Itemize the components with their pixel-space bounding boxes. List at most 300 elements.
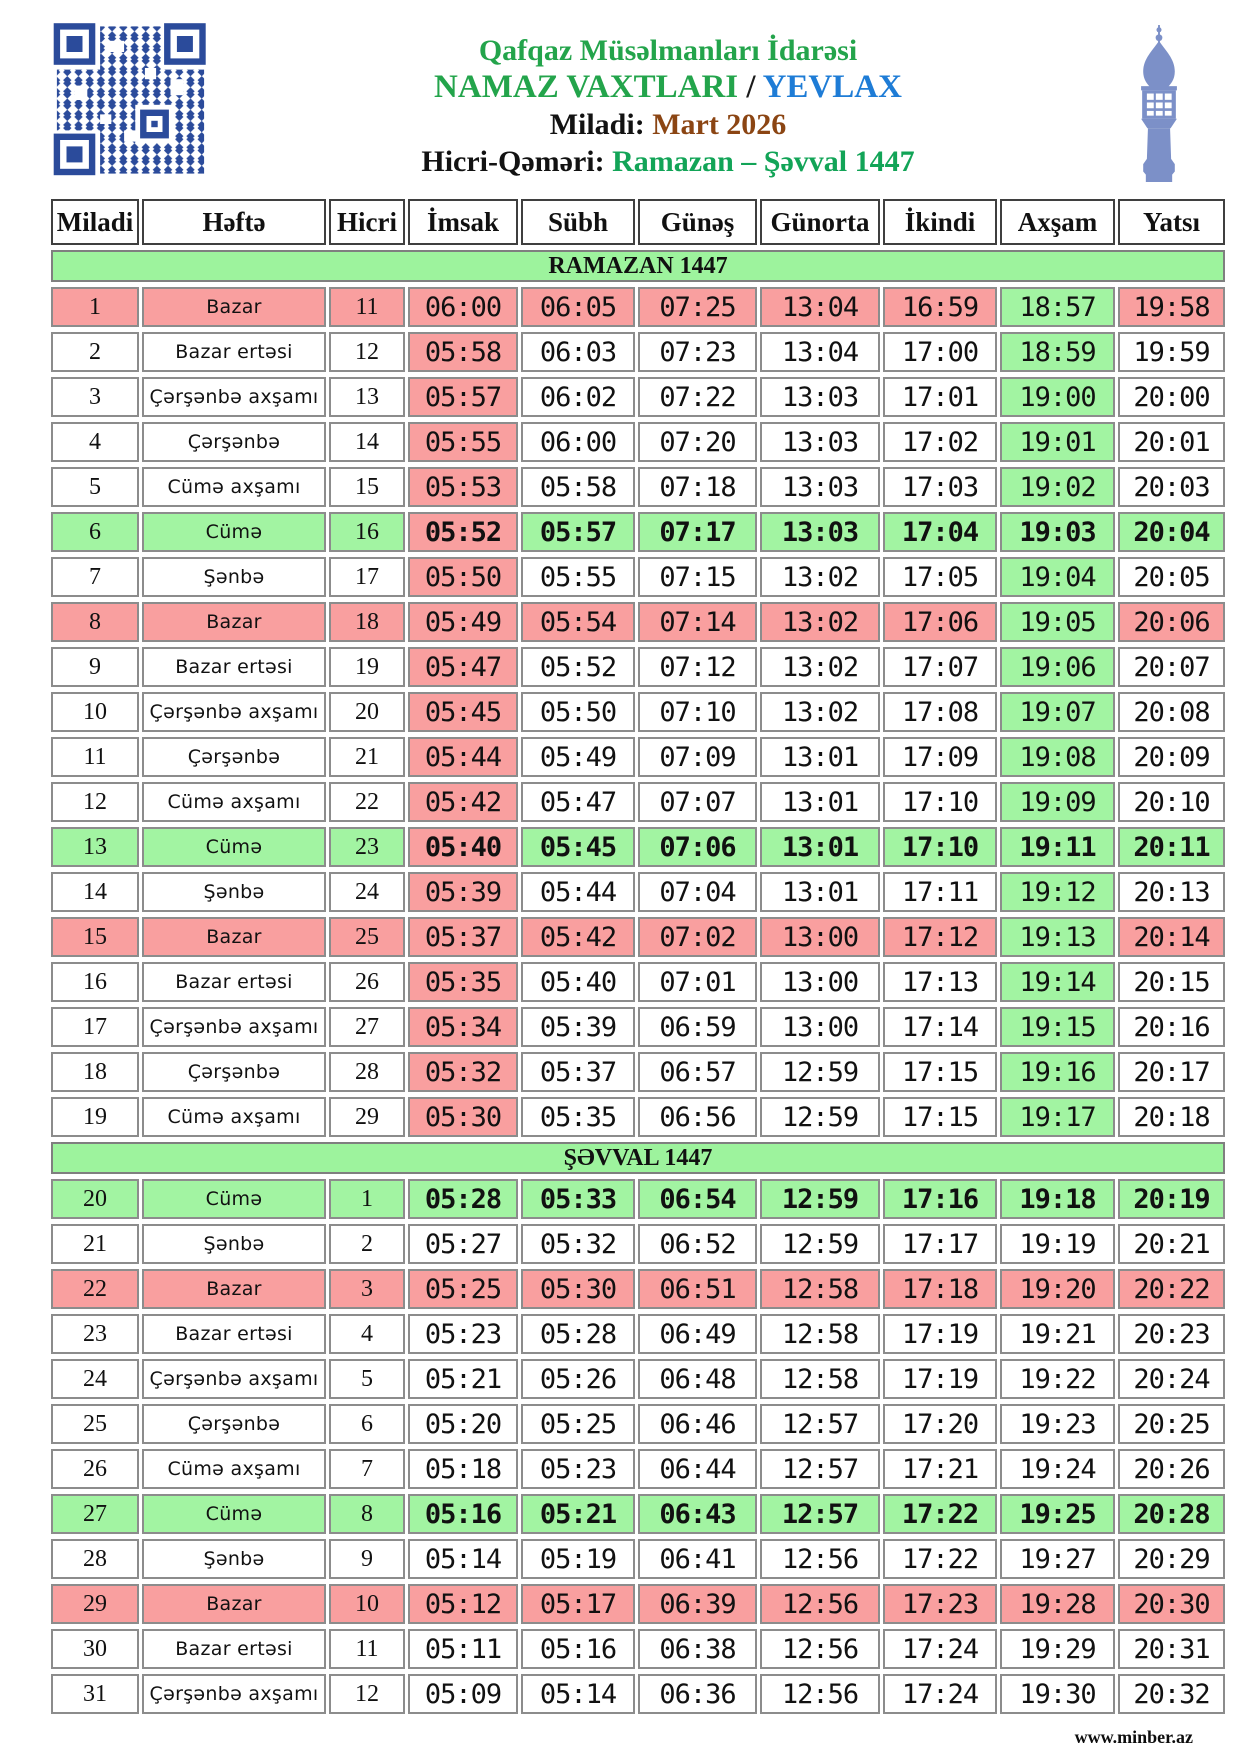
cell-axsam: 19:14 — [1000, 962, 1115, 1002]
cell-gunes: 06:39 — [638, 1584, 757, 1624]
cell-gunorta: 13:02 — [760, 692, 880, 732]
hicri-label: Hicri-Qəməri: — [421, 145, 605, 178]
cell-ikindi: 17:22 — [883, 1494, 997, 1534]
cell-ikindi: 17:14 — [883, 1007, 997, 1047]
cell-yatsi: 20:04 — [1118, 512, 1225, 552]
table-row — [51, 917, 1225, 957]
cell-subh: 05:44 — [521, 872, 635, 912]
cell-miladi: 15 — [51, 917, 139, 957]
cell-hicri: 6 — [329, 1404, 405, 1444]
table-row — [51, 512, 1225, 552]
cell-miladi: 9 — [51, 647, 139, 687]
cell-axsam: 18:59 — [1000, 332, 1115, 372]
cell-hicri: 8 — [329, 1494, 405, 1534]
cell-imsak: 05:16 — [408, 1494, 518, 1534]
table-row — [51, 1494, 1225, 1534]
cell-ikindi: 17:12 — [883, 917, 997, 957]
cell-ikindi: 17:02 — [883, 422, 997, 462]
cell-gunorta: 12:59 — [760, 1224, 880, 1264]
col-header-axsam: Axşam — [1000, 199, 1115, 245]
cell-axsam: 19:23 — [1000, 1404, 1115, 1444]
cell-subh: 05:50 — [521, 692, 635, 732]
cell-imsak: 05:14 — [408, 1539, 518, 1579]
cell-miladi: 22 — [51, 1269, 139, 1309]
cell-hefte: Cümə — [142, 1179, 326, 1219]
cell-subh: 05:26 — [521, 1359, 635, 1399]
cell-hicri: 12 — [329, 332, 405, 372]
cell-hicri: 17 — [329, 557, 405, 597]
cell-axsam: 19:20 — [1000, 1269, 1115, 1309]
cell-hefte: Bazar ertəsi — [142, 647, 326, 687]
cell-gunorta: 12:57 — [760, 1449, 880, 1489]
table-row — [51, 1179, 1225, 1219]
cell-gunes: 07:18 — [638, 467, 757, 507]
cell-yatsi: 20:03 — [1118, 467, 1225, 507]
section-header-title: ŞƏVVAL 1447 — [51, 1142, 1225, 1174]
cell-ikindi: 17:19 — [883, 1314, 997, 1354]
cell-hicri: 28 — [329, 1052, 405, 1092]
cell-miladi: 23 — [51, 1314, 139, 1354]
table-row — [51, 1052, 1225, 1092]
cell-axsam: 19:07 — [1000, 692, 1115, 732]
table-row — [51, 1269, 1225, 1309]
cell-gunes: 07:23 — [638, 332, 757, 372]
cell-ikindi: 17:24 — [883, 1674, 997, 1714]
cell-gunes: 06:48 — [638, 1359, 757, 1399]
cell-imsak: 05:58 — [408, 332, 518, 372]
cell-imsak: 05:50 — [408, 557, 518, 597]
cell-miladi: 29 — [51, 1584, 139, 1624]
cell-gunorta: 13:00 — [760, 1007, 880, 1047]
col-header-miladi: Miladi — [51, 199, 139, 245]
cell-miladi: 17 — [51, 1007, 139, 1047]
cell-hicri: 12 — [329, 1674, 405, 1714]
table-row — [51, 647, 1225, 687]
table-row — [51, 557, 1225, 597]
cell-miladi: 4 — [51, 422, 139, 462]
cell-ikindi: 17:06 — [883, 602, 997, 642]
table-row — [51, 872, 1225, 912]
cell-yatsi: 20:18 — [1118, 1097, 1225, 1137]
cell-ikindi: 17:10 — [883, 827, 997, 867]
cell-gunes: 06:52 — [638, 1224, 757, 1264]
cell-gunes: 07:07 — [638, 782, 757, 822]
hicri-line — [213, 143, 1123, 180]
cell-gunes: 07:14 — [638, 602, 757, 642]
cell-subh: 05:52 — [521, 647, 635, 687]
miladi-label: Miladi: — [549, 108, 645, 141]
cell-gunorta: 13:01 — [760, 737, 880, 777]
cell-hicri: 20 — [329, 692, 405, 732]
cell-gunorta: 12:59 — [760, 1052, 880, 1092]
cell-yatsi: 20:14 — [1118, 917, 1225, 957]
cell-hefte: Cümə — [142, 827, 326, 867]
col-header-imsak: İmsak — [408, 199, 518, 245]
cell-gunorta: 13:02 — [760, 647, 880, 687]
cell-ikindi: 17:15 — [883, 1097, 997, 1137]
cell-ikindi: 17:23 — [883, 1584, 997, 1624]
cell-imsak: 05:32 — [408, 1052, 518, 1092]
cell-axsam: 19:16 — [1000, 1052, 1115, 1092]
cell-hicri: 24 — [329, 872, 405, 912]
cell-gunes: 07:12 — [638, 647, 757, 687]
cell-ikindi: 17:19 — [883, 1359, 997, 1399]
cell-yatsi: 20:07 — [1118, 647, 1225, 687]
cell-gunorta: 12:58 — [760, 1269, 880, 1309]
cell-gunorta: 13:00 — [760, 962, 880, 1002]
table-row — [51, 1539, 1225, 1579]
cell-gunorta: 12:59 — [760, 1097, 880, 1137]
cell-axsam: 19:15 — [1000, 1007, 1115, 1047]
cell-hicri: 16 — [329, 512, 405, 552]
cell-yatsi: 20:26 — [1118, 1449, 1225, 1489]
cell-imsak: 05:47 — [408, 647, 518, 687]
cell-hefte: Bazar — [142, 602, 326, 642]
cell-subh: 05:21 — [521, 1494, 635, 1534]
cell-subh: 06:02 — [521, 377, 635, 417]
cell-hicri: 26 — [329, 962, 405, 1002]
cell-miladi: 10 — [51, 692, 139, 732]
cell-miladi: 28 — [51, 1539, 139, 1579]
cell-axsam: 19:13 — [1000, 917, 1115, 957]
cell-hefte: Bazar ertəsi — [142, 962, 326, 1002]
cell-gunes: 06:36 — [638, 1674, 757, 1714]
cell-gunes: 06:59 — [638, 1007, 757, 1047]
col-header-ikindi: İkindi — [883, 199, 997, 245]
cell-yatsi: 20:09 — [1118, 737, 1225, 777]
cell-yatsi: 20:24 — [1118, 1359, 1225, 1399]
table-row — [51, 467, 1225, 507]
cell-imsak: 05:23 — [408, 1314, 518, 1354]
cell-hefte: Cümə axşamı — [142, 1449, 326, 1489]
section-header-title: RAMAZAN 1447 — [51, 250, 1225, 282]
cell-yatsi: 20:00 — [1118, 377, 1225, 417]
cell-hefte: Şənbə — [142, 1224, 326, 1264]
cell-yatsi: 20:13 — [1118, 872, 1225, 912]
cell-imsak: 05:21 — [408, 1359, 518, 1399]
cell-imsak: 05:27 — [408, 1224, 518, 1264]
table-row — [51, 1404, 1225, 1444]
table-row — [51, 1097, 1225, 1137]
cell-imsak: 05:28 — [408, 1179, 518, 1219]
cell-gunorta: 12:57 — [760, 1404, 880, 1444]
table-row — [51, 1314, 1225, 1354]
cell-hicri: 14 — [329, 422, 405, 462]
table-row — [51, 962, 1225, 1002]
cell-miladi: 31 — [51, 1674, 139, 1714]
cell-hefte: Çərşənbə axşamı — [142, 1674, 326, 1714]
table-row — [51, 422, 1225, 462]
cell-ikindi: 17:11 — [883, 872, 997, 912]
table-row — [51, 1359, 1225, 1399]
cell-hicri: 25 — [329, 917, 405, 957]
cell-ikindi: 17:09 — [883, 737, 997, 777]
table-row — [51, 737, 1225, 777]
cell-yatsi: 20:29 — [1118, 1539, 1225, 1579]
cell-hefte: Bazar — [142, 1584, 326, 1624]
table-row — [51, 1007, 1225, 1047]
cell-imsak: 05:35 — [408, 962, 518, 1002]
cell-axsam: 19:27 — [1000, 1539, 1115, 1579]
cell-ikindi: 17:04 — [883, 512, 997, 552]
cell-gunorta: 12:58 — [760, 1314, 880, 1354]
cell-hicri: 11 — [329, 287, 405, 327]
cell-imsak: 05:53 — [408, 467, 518, 507]
cell-subh: 05:25 — [521, 1404, 635, 1444]
section-header-row — [51, 250, 1225, 282]
cell-yatsi: 20:31 — [1118, 1629, 1225, 1669]
cell-subh: 06:00 — [521, 422, 635, 462]
cell-gunorta: 13:01 — [760, 827, 880, 867]
table-row — [51, 602, 1225, 642]
cell-imsak: 05:57 — [408, 377, 518, 417]
cell-ikindi: 17:24 — [883, 1629, 997, 1669]
cell-axsam: 19:17 — [1000, 1097, 1115, 1137]
cell-yatsi: 20:08 — [1118, 692, 1225, 732]
cell-gunes: 07:06 — [638, 827, 757, 867]
cell-axsam: 19:30 — [1000, 1674, 1115, 1714]
cell-axsam: 18:57 — [1000, 287, 1115, 327]
cell-ikindi: 17:08 — [883, 692, 997, 732]
cell-imsak: 05:12 — [408, 1584, 518, 1624]
table-row — [51, 287, 1225, 327]
cell-axsam: 19:22 — [1000, 1359, 1115, 1399]
cell-imsak: 05:11 — [408, 1629, 518, 1669]
cell-gunes: 06:38 — [638, 1629, 757, 1669]
cell-gunes: 07:02 — [638, 917, 757, 957]
city-name: YEVLAX — [762, 69, 902, 105]
cell-subh: 05:33 — [521, 1179, 635, 1219]
cell-miladi: 25 — [51, 1404, 139, 1444]
cell-gunes: 06:43 — [638, 1494, 757, 1534]
cell-ikindi: 17:20 — [883, 1404, 997, 1444]
section-header-row — [51, 1142, 1225, 1174]
page-title — [213, 69, 1123, 106]
cell-axsam: 19:02 — [1000, 467, 1115, 507]
col-header-gunorta: Günorta — [760, 199, 880, 245]
cell-subh: 05:54 — [521, 602, 635, 642]
cell-hicri: 2 — [329, 1224, 405, 1264]
cell-miladi: 19 — [51, 1097, 139, 1137]
cell-hefte: Çərşənbə — [142, 1404, 326, 1444]
cell-axsam: 19:25 — [1000, 1494, 1115, 1534]
cell-imsak: 05:49 — [408, 602, 518, 642]
cell-gunes: 06:56 — [638, 1097, 757, 1137]
cell-miladi: 21 — [51, 1224, 139, 1264]
table-row — [51, 1449, 1225, 1489]
cell-miladi: 18 — [51, 1052, 139, 1092]
cell-miladi: 7 — [51, 557, 139, 597]
cell-subh: 05:37 — [521, 1052, 635, 1092]
cell-subh: 05:49 — [521, 737, 635, 777]
cell-miladi: 3 — [51, 377, 139, 417]
cell-gunorta: 13:01 — [760, 782, 880, 822]
cell-hicri: 10 — [329, 1584, 405, 1624]
cell-subh: 05:57 — [521, 512, 635, 552]
prayer-times-table — [48, 194, 1228, 1719]
cell-yatsi: 20:30 — [1118, 1584, 1225, 1624]
cell-ikindi: 17:18 — [883, 1269, 997, 1309]
cell-hefte: Cümə axşamı — [142, 1097, 326, 1137]
cell-gunes: 07:15 — [638, 557, 757, 597]
cell-miladi: 30 — [51, 1629, 139, 1669]
cell-hefte: Çərşənbə axşamı — [142, 1359, 326, 1399]
cell-imsak: 05:45 — [408, 692, 518, 732]
cell-gunes: 06:54 — [638, 1179, 757, 1219]
cell-miladi: 13 — [51, 827, 139, 867]
cell-ikindi: 17:13 — [883, 962, 997, 1002]
cell-hicri: 3 — [329, 1269, 405, 1309]
cell-hefte: Bazar — [142, 917, 326, 957]
cell-subh: 05:30 — [521, 1269, 635, 1309]
cell-yatsi: 20:32 — [1118, 1674, 1225, 1714]
cell-subh: 05:19 — [521, 1539, 635, 1579]
cell-gunorta: 12:58 — [760, 1359, 880, 1399]
qr-code-icon — [48, 20, 213, 180]
cell-gunes: 06:51 — [638, 1269, 757, 1309]
cell-axsam: 19:11 — [1000, 827, 1115, 867]
cell-ikindi: 17:22 — [883, 1539, 997, 1579]
cell-hicri: 13 — [329, 377, 405, 417]
cell-yatsi: 20:25 — [1118, 1404, 1225, 1444]
cell-ikindi: 17:07 — [883, 647, 997, 687]
cell-gunes: 06:49 — [638, 1314, 757, 1354]
cell-hefte: Cümə — [142, 512, 326, 552]
cell-miladi: 6 — [51, 512, 139, 552]
cell-ikindi: 17:15 — [883, 1052, 997, 1092]
cell-imsak: 05:20 — [408, 1404, 518, 1444]
cell-hicri: 27 — [329, 1007, 405, 1047]
cell-hefte: Çərşənbə axşamı — [142, 1007, 326, 1047]
cell-imsak: 05:55 — [408, 422, 518, 462]
cell-miladi: 2 — [51, 332, 139, 372]
cell-hicri: 11 — [329, 1629, 405, 1669]
cell-hicri: 23 — [329, 827, 405, 867]
table-row — [51, 782, 1225, 822]
cell-axsam: 19:28 — [1000, 1584, 1115, 1624]
title-separator: / — [746, 69, 756, 105]
cell-subh: 05:42 — [521, 917, 635, 957]
cell-hicri: 21 — [329, 737, 405, 777]
cell-gunorta: 12:59 — [760, 1179, 880, 1219]
cell-gunorta: 13:03 — [760, 467, 880, 507]
miladi-line — [213, 106, 1123, 143]
cell-hicri: 18 — [329, 602, 405, 642]
cell-gunes: 07:25 — [638, 287, 757, 327]
cell-hefte: Çərşənbə — [142, 422, 326, 462]
cell-gunorta: 13:02 — [760, 602, 880, 642]
cell-subh: 05:45 — [521, 827, 635, 867]
cell-imsak: 05:34 — [408, 1007, 518, 1047]
cell-hicri: 5 — [329, 1359, 405, 1399]
table-row — [51, 1224, 1225, 1264]
cell-hefte: Bazar ertəsi — [142, 1314, 326, 1354]
cell-ikindi: 16:59 — [883, 287, 997, 327]
cell-yatsi: 20:05 — [1118, 557, 1225, 597]
cell-ikindi: 17:17 — [883, 1224, 997, 1264]
cell-hefte: Çərşənbə axşamı — [142, 692, 326, 732]
cell-yatsi: 20:15 — [1118, 962, 1225, 1002]
cell-gunes: 07:04 — [638, 872, 757, 912]
cell-gunorta: 13:01 — [760, 872, 880, 912]
cell-ikindi: 17:10 — [883, 782, 997, 822]
cell-gunes: 06:57 — [638, 1052, 757, 1092]
cell-hicri: 29 — [329, 1097, 405, 1137]
cell-hicri: 4 — [329, 1314, 405, 1354]
cell-yatsi: 20:19 — [1118, 1179, 1225, 1219]
minaret-icon — [1123, 24, 1195, 182]
cell-yatsi: 20:11 — [1118, 827, 1225, 867]
cell-axsam: 19:29 — [1000, 1629, 1115, 1669]
cell-gunorta: 13:03 — [760, 377, 880, 417]
cell-axsam: 19:19 — [1000, 1224, 1115, 1264]
miladi-value: Mart 2026 — [652, 108, 787, 141]
cell-gunes: 06:44 — [638, 1449, 757, 1489]
cell-axsam: 19:05 — [1000, 602, 1115, 642]
col-header-gunes: Günəş — [638, 199, 757, 245]
cell-subh: 05:58 — [521, 467, 635, 507]
cell-yatsi: 20:21 — [1118, 1224, 1225, 1264]
cell-gunorta: 13:00 — [760, 917, 880, 957]
cell-miladi: 12 — [51, 782, 139, 822]
table-row — [51, 332, 1225, 372]
cell-gunorta: 13:03 — [760, 512, 880, 552]
cell-subh: 05:40 — [521, 962, 635, 1002]
col-header-subh: Sübh — [521, 199, 635, 245]
cell-gunorta: 12:56 — [760, 1629, 880, 1669]
col-header-hefte: Həftə — [142, 199, 326, 245]
cell-yatsi: 20:17 — [1118, 1052, 1225, 1092]
cell-hicri: 7 — [329, 1449, 405, 1489]
cell-miladi: 16 — [51, 962, 139, 1002]
table-row — [51, 692, 1225, 732]
cell-gunorta: 12:57 — [760, 1494, 880, 1534]
cell-subh: 05:47 — [521, 782, 635, 822]
table-row — [51, 827, 1225, 867]
cell-ikindi: 17:00 — [883, 332, 997, 372]
cell-gunorta: 13:03 — [760, 422, 880, 462]
cell-hefte: Bazar ertəsi — [142, 1629, 326, 1669]
cell-imsak: 05:18 — [408, 1449, 518, 1489]
cell-axsam: 19:18 — [1000, 1179, 1115, 1219]
col-header-hicri: Hicri — [329, 199, 405, 245]
cell-hicri: 15 — [329, 467, 405, 507]
cell-gunes: 07:22 — [638, 377, 757, 417]
cell-hicri: 22 — [329, 782, 405, 822]
cell-ikindi: 17:01 — [883, 377, 997, 417]
organization-title: Qafqaz Müsəlmanları İdarəsi — [478, 34, 858, 67]
cell-imsak: 05:30 — [408, 1097, 518, 1137]
cell-hefte: Şənbə — [142, 1539, 326, 1579]
cell-hefte: Cümə axşamı — [142, 782, 326, 822]
table-row — [51, 1674, 1225, 1714]
cell-subh: 05:14 — [521, 1674, 635, 1714]
cell-hefte: Çərşənbə — [142, 1052, 326, 1092]
cell-imsak: 05:40 — [408, 827, 518, 867]
cell-axsam: 19:04 — [1000, 557, 1115, 597]
cell-hicri: 19 — [329, 647, 405, 687]
cell-gunes: 07:20 — [638, 422, 757, 462]
cell-miladi: 20 — [51, 1179, 139, 1219]
cell-yatsi: 19:58 — [1118, 287, 1225, 327]
cell-yatsi: 19:59 — [1118, 332, 1225, 372]
cell-miladi: 1 — [51, 287, 139, 327]
cell-hefte: Bazar — [142, 1269, 326, 1309]
hicri-value: Ramazan – Şəvval 1447 — [612, 145, 915, 178]
cell-subh: 05:32 — [521, 1224, 635, 1264]
cell-miladi: 11 — [51, 737, 139, 777]
cell-gunorta: 12:56 — [760, 1674, 880, 1714]
